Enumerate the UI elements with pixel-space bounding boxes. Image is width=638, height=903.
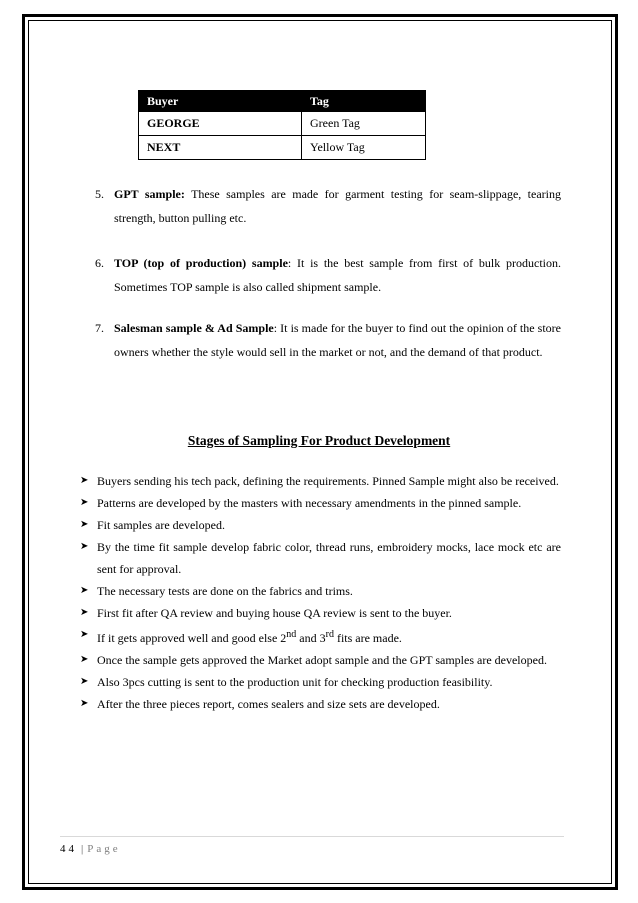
item-number: 7. bbox=[95, 321, 104, 335]
numbered-item-salesman-sample bbox=[95, 316, 561, 364]
item-title: GPT sample: bbox=[114, 187, 185, 201]
list-item-text: First fit after QA review and buying house QA review is sent to the buyer. bbox=[97, 606, 452, 620]
fits-text-part: fits are made. bbox=[333, 631, 402, 645]
arrow-bullet-icon: ➤ bbox=[80, 654, 89, 665]
arrow-bullet-icon: ➤ bbox=[80, 475, 89, 486]
list-item-text: Patterns are developed by the masters with necessary amendments in the pinned sample. bbox=[97, 496, 522, 510]
item-title: Salesman sample & Ad Sample bbox=[114, 321, 274, 335]
section-heading: Stages of Sampling For Product Development bbox=[187, 433, 451, 448]
table-cell-buyer: GEORGE bbox=[139, 112, 302, 136]
list-item-text: Buyers sending his tech pack, defining the requirements. Pinned Sample might also be received. bbox=[97, 474, 559, 488]
list-item-text: Also 3pcs cutting is sent to the production unit for checking production feasibility. bbox=[97, 675, 493, 689]
table-header-buyer: Buyer bbox=[139, 91, 302, 112]
table-cell-buyer: NEXT bbox=[139, 136, 302, 160]
footer-separator: | bbox=[81, 843, 84, 855]
list-item bbox=[80, 514, 561, 536]
superscript-rd: rd bbox=[325, 629, 334, 640]
list-item bbox=[80, 671, 561, 693]
arrow-bullet-icon: ➤ bbox=[80, 698, 89, 709]
footer-divider bbox=[60, 836, 564, 837]
arrow-bullet-icon: ➤ bbox=[80, 607, 89, 618]
list-item-text: The necessary tests are done on the fabrics and trims. bbox=[97, 584, 353, 598]
table-cell-tag: Yellow Tag bbox=[302, 136, 426, 160]
table-row bbox=[139, 112, 426, 136]
list-item bbox=[80, 536, 561, 580]
arrow-bullet-icon: ➤ bbox=[80, 519, 89, 530]
list-item bbox=[80, 580, 561, 602]
list-item-text bbox=[97, 631, 402, 645]
page-footer bbox=[60, 843, 121, 855]
list-item-text: Once the sample gets approved the Market adopt sample and the GPT samples are developed. bbox=[97, 653, 547, 667]
numbered-item-top-sample bbox=[95, 251, 561, 299]
item-text: These samples are made for garment testing for seam-slippage, tearing strength, button pulling etc. bbox=[114, 187, 561, 225]
buyer-tag-table bbox=[138, 90, 426, 160]
list-item bbox=[80, 602, 561, 624]
item-title: TOP (top of production) sample bbox=[114, 256, 288, 270]
fits-text-part: and 3 bbox=[296, 631, 326, 645]
list-item bbox=[80, 470, 561, 492]
list-item bbox=[80, 492, 561, 514]
item-number: 6. bbox=[95, 256, 104, 270]
list-item bbox=[80, 649, 561, 671]
list-item-text: Fit samples are developed. bbox=[97, 518, 225, 532]
arrow-bullet-icon: ➤ bbox=[80, 676, 89, 687]
stages-bullet-list bbox=[80, 470, 561, 715]
table-cell-tag: Green Tag bbox=[302, 112, 426, 136]
item-number: 5. bbox=[95, 187, 104, 201]
list-item-text: After the three pieces report, comes sealers and size sets are developed. bbox=[97, 697, 440, 711]
item-text: : It is made for the buyer to find out the opinion of the store owners whether the style would sell in the market or not, and the demand of that product. bbox=[114, 321, 561, 359]
arrow-bullet-icon: ➤ bbox=[80, 629, 89, 640]
page-number: 44 bbox=[60, 843, 77, 855]
item-text: : It is the best sample from first of bulk production. Sometimes TOP sample is also called shipment sample. bbox=[114, 256, 561, 294]
list-item-text: By the time fit sample develop fabric color, thread runs, embroidery mocks, lace mock etc are sent for approval. bbox=[97, 540, 561, 576]
arrow-bullet-icon: ➤ bbox=[80, 585, 89, 596]
fits-text-part: If it gets approved well and good else 2 bbox=[97, 631, 287, 645]
list-item bbox=[80, 624, 561, 649]
list-item bbox=[80, 693, 561, 715]
page-label: Page bbox=[87, 843, 121, 855]
superscript-nd: nd bbox=[286, 629, 297, 640]
arrow-bullet-icon: ➤ bbox=[80, 497, 89, 508]
table-header-row bbox=[139, 91, 426, 112]
table-header-tag: Tag bbox=[302, 91, 426, 112]
table-row bbox=[139, 136, 426, 160]
numbered-item-gpt-sample bbox=[95, 182, 561, 230]
arrow-bullet-icon: ➤ bbox=[80, 541, 89, 552]
